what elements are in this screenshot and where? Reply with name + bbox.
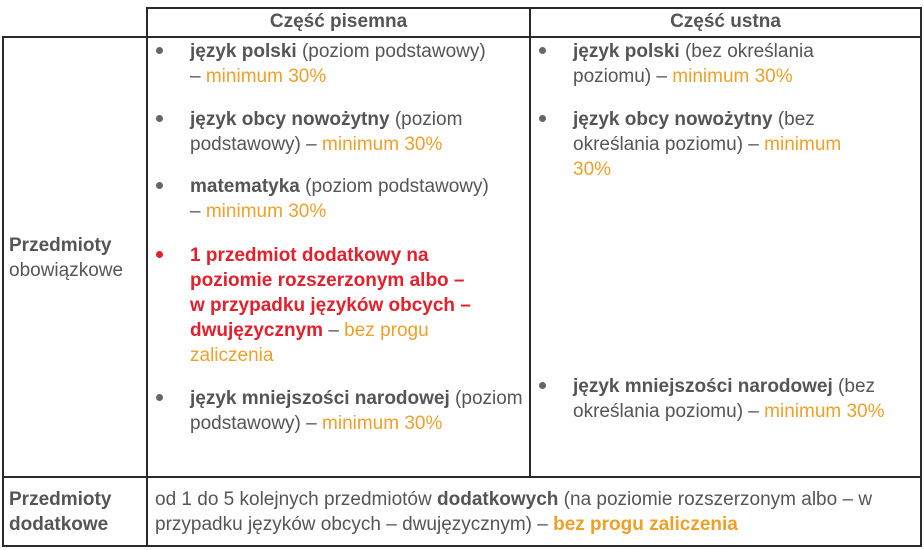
written-item-dash: – bbox=[190, 66, 206, 87]
written-item-detail: (poziom podstawowy) bbox=[296, 41, 486, 62]
additional-text-bold: dodatkowych bbox=[437, 489, 559, 510]
oral-item-subject: język mniejszości narodowej bbox=[573, 376, 833, 397]
oral-item-subject: język obcy nowożytny bbox=[573, 109, 773, 130]
bullet-icon bbox=[539, 115, 546, 122]
written-item-minority bbox=[190, 386, 525, 436]
written-item-threshold: minimum 30% bbox=[322, 413, 443, 434]
border-header bbox=[2, 36, 922, 38]
written-item-math bbox=[190, 174, 525, 224]
bullet-icon bbox=[539, 47, 546, 54]
written-item-dash: – bbox=[190, 201, 206, 222]
oral-item-subject: język polski bbox=[573, 41, 680, 62]
additional-text-pre: od 1 do 5 kolejnych przedmiotów bbox=[155, 489, 437, 510]
oral-item-threshold: minimum 30% bbox=[573, 134, 842, 180]
written-item-dash: – bbox=[323, 320, 345, 341]
header-oral: Część ustna bbox=[670, 11, 781, 32]
row-label-mandatory bbox=[9, 233, 144, 283]
oral-item-detail: (bez określania poziomu) – bbox=[573, 41, 814, 87]
bullet-icon bbox=[156, 115, 163, 122]
bullet-icon bbox=[156, 394, 163, 401]
row-label-mandatory-line2: obowiązkowe bbox=[9, 260, 124, 281]
written-item-subject: matematyka bbox=[190, 176, 300, 197]
oral-item-detail: (bez określania poziomu) – bbox=[573, 376, 876, 422]
written-item-subject: 1 przedmiot dodatkowy na poziomie rozszerzonym albo – w przypadku języków obcych – dwujęzycznym bbox=[190, 245, 471, 341]
row-label-additional bbox=[9, 487, 144, 537]
bullet-icon bbox=[156, 251, 163, 258]
oral-item-foreign bbox=[573, 107, 873, 182]
written-item-detail: (poziom podstawowy) – bbox=[190, 109, 463, 155]
written-item-subject: język polski bbox=[190, 41, 297, 62]
additional-text-mid: (na poziomie rozszerzonym albo – w przypadku języków obcych – dwujęzycznym) – bbox=[155, 489, 873, 535]
written-item-subject: język obcy nowożytny bbox=[190, 109, 390, 130]
border-col1 bbox=[146, 7, 148, 547]
written-item-detail: (poziom podstawowy) bbox=[299, 176, 489, 197]
border-right bbox=[920, 7, 922, 547]
written-item-foreign bbox=[190, 107, 525, 157]
bullet-icon bbox=[156, 47, 163, 54]
oral-item-threshold: minimum 30% bbox=[764, 401, 885, 422]
border-left bbox=[2, 36, 4, 547]
written-item-detail: (poziom podstawowy) – bbox=[190, 388, 523, 434]
written-item-subject: język mniejszości narodowej bbox=[190, 388, 450, 409]
bullet-icon bbox=[156, 182, 163, 189]
additional-subjects-text bbox=[155, 487, 917, 537]
border-col2 bbox=[529, 7, 531, 478]
row-label-mandatory-line1: Przedmioty bbox=[9, 235, 112, 256]
written-item-extended bbox=[190, 243, 480, 368]
border-bottom bbox=[2, 545, 922, 547]
written-item-polish bbox=[190, 39, 525, 89]
header-written: Część pisemna bbox=[269, 11, 408, 32]
written-item-threshold: minimum 30% bbox=[205, 66, 327, 87]
oral-item-minority bbox=[573, 374, 893, 424]
row-label-additional-line2: dodatkowe bbox=[9, 514, 109, 535]
bullet-icon bbox=[539, 382, 546, 389]
written-item-threshold: minimum 30% bbox=[322, 134, 443, 155]
oral-item-detail: (bez określania poziomu) – bbox=[573, 109, 815, 155]
row-label-additional-line1: Przedmioty bbox=[9, 489, 112, 510]
oral-item-threshold: minimum 30% bbox=[672, 66, 793, 87]
oral-item-polish bbox=[573, 39, 873, 89]
written-item-threshold: bez progu zaliczenia bbox=[190, 320, 429, 366]
written-item-threshold: minimum 30% bbox=[205, 201, 327, 222]
additional-threshold: bez progu zaliczenia bbox=[553, 514, 738, 535]
border-row-split bbox=[2, 476, 922, 478]
